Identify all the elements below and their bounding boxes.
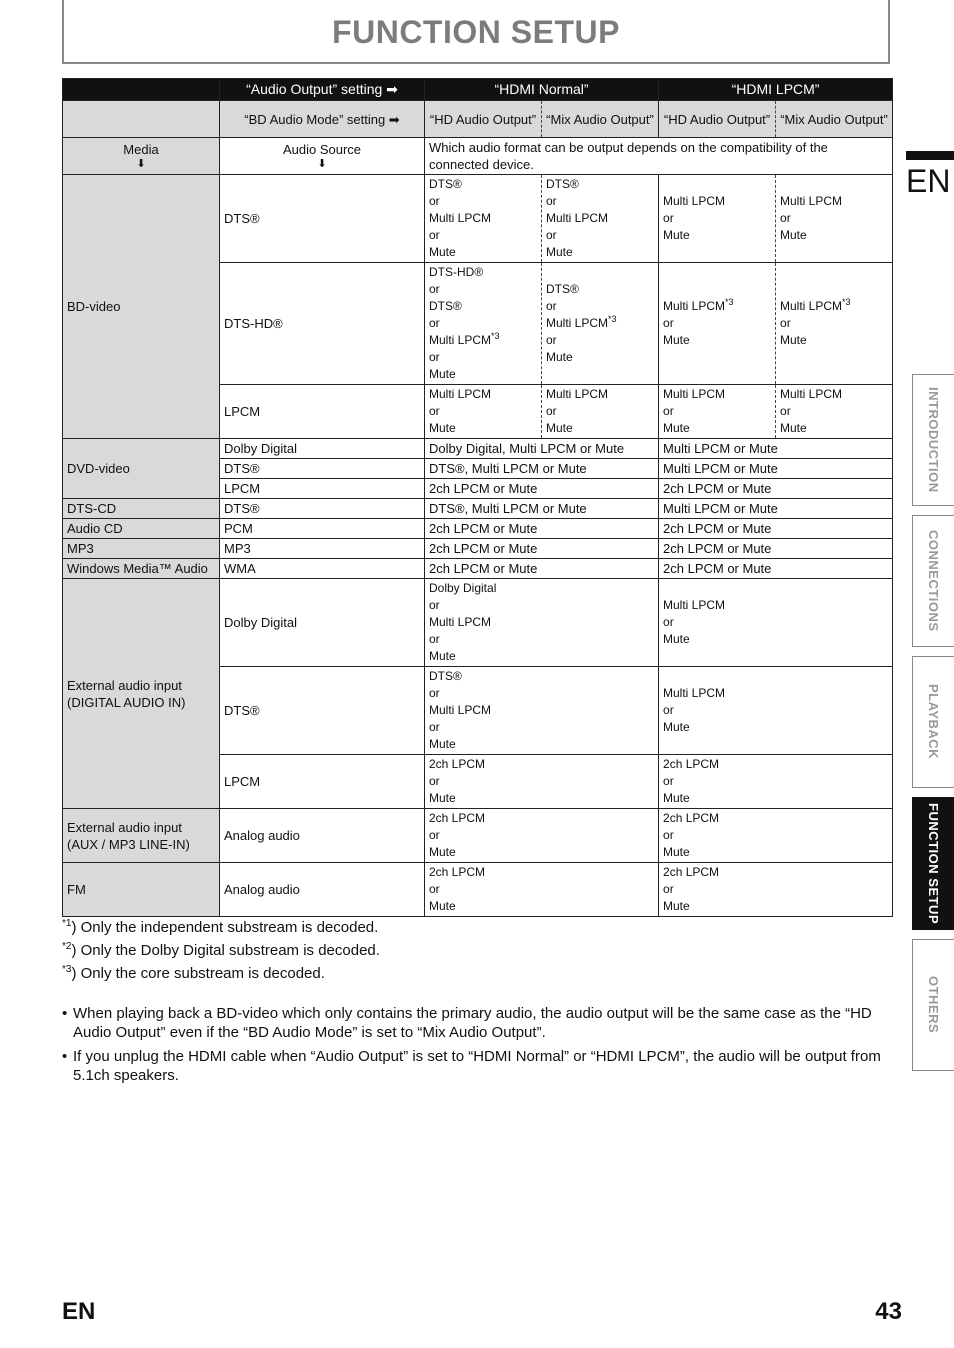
media-cell: DTS-CD [63, 499, 220, 519]
output-line: or [780, 316, 791, 330]
down-arrow-icon: ⬇ [317, 158, 327, 170]
hdmi-normal-header: “HDMI Normal” [425, 79, 659, 101]
table-row [63, 439, 893, 459]
output-line: Mute [429, 845, 456, 859]
output-line: or [429, 828, 440, 842]
mix-audio-output-header: “Mix Audio Output” [542, 101, 659, 138]
source-cell: MP3 [220, 539, 425, 559]
media-cell: Windows Media™ Audio [63, 559, 220, 579]
output-line: or [546, 299, 557, 313]
output-line: 2ch LPCM [429, 811, 486, 825]
output-line: or [663, 316, 674, 330]
output-line: DTS® [546, 177, 579, 191]
output-cell: Multi LPCM$^{*3}$ or Mute [659, 263, 776, 385]
output-line: Multi LPCM [429, 387, 492, 401]
output-cell: DTS®, Multi LPCM or Mute [425, 459, 659, 479]
footnote: $^{*3}$) Only the core substream is decoded. [62, 964, 325, 982]
output-line: Multi LPCM [663, 387, 726, 401]
output-line: or [429, 282, 440, 296]
output-cell [659, 385, 776, 439]
output-line: Mute [663, 845, 690, 859]
output-cell [425, 667, 659, 755]
output-line: DTS® [429, 177, 462, 191]
output-line: DTS-HD® [429, 265, 484, 279]
output-line: Multi LPCM [546, 387, 609, 401]
language-tab: EN [906, 151, 954, 207]
notes-list [62, 1004, 892, 1090]
table-row [63, 863, 893, 917]
output-cell: Dolby Digital, Multi LPCM or Mute [425, 439, 659, 459]
header-row-bd-audio-mode [63, 101, 893, 138]
audio-output-table [62, 78, 893, 917]
output-line: or [429, 632, 440, 646]
output-cell [425, 863, 659, 917]
output-cell: 2ch LPCM or Mute [425, 519, 659, 539]
output-line: Mute [429, 245, 456, 259]
output-line: Mute [780, 333, 807, 347]
header-row-media [63, 138, 893, 175]
output-cell: 2ch LPCM or Mute [425, 539, 659, 559]
side-tab-introduction[interactable]: INTRODUCTION [912, 374, 954, 506]
output-line: Mute [663, 421, 690, 435]
table-row [63, 559, 893, 579]
output-line: 2ch LPCM [663, 865, 720, 879]
output-line: Multi LPCM [780, 194, 843, 208]
mix-audio-output-header: “Mix Audio Output” [776, 101, 893, 138]
output-cell [425, 385, 542, 439]
footer-language: EN [62, 1298, 96, 1325]
table-row [63, 175, 893, 263]
output-line: or [546, 194, 557, 208]
table-row [63, 579, 893, 667]
output-line: Mute [546, 245, 573, 259]
table-row [63, 809, 893, 863]
table-row [63, 499, 893, 519]
output-line: DTS® [429, 669, 462, 683]
output-cell [776, 385, 893, 439]
source-cell: LPCM [220, 479, 425, 499]
output-line: Mute [546, 350, 573, 364]
list-item: • When playing back a BD-video which only contains the primary audio, the audio output will be the same case as the “HD Audio Output” even if the “BD Audio Mode” is set to “Mix Audio Output”. [62, 1005, 872, 1041]
output-cell: 2ch LPCM or Mute [659, 559, 893, 579]
source-cell: Dolby Digital [220, 439, 425, 459]
output-line: Mute [429, 899, 456, 913]
output-line: Mute [429, 737, 456, 751]
source-cell: DTS® [220, 667, 425, 755]
output-cell [776, 175, 893, 263]
media-cell: BD-video [63, 175, 220, 439]
output-cell: 2ch LPCM or Mute [659, 539, 893, 559]
header-row-audio-output [63, 79, 893, 101]
output-line: Mute [663, 791, 690, 805]
output-cell: 2ch LPCM or Mute [659, 479, 893, 499]
source-cell: WMA [220, 559, 425, 579]
footnote: $^{*1}$) Only the independent substream is decoded. [62, 918, 379, 936]
footnotes [62, 916, 892, 985]
source-cell: LPCM [220, 755, 425, 809]
output-cell [425, 755, 659, 809]
output-cell: 2ch LPCM or Mute [425, 479, 659, 499]
output-cell: 2ch LPCM or Mute [425, 559, 659, 579]
hdmi-lpcm-header: “HDMI LPCM” [659, 79, 893, 101]
hd-audio-output-header: “HD Audio Output” [659, 101, 776, 138]
output-line: or [546, 333, 557, 347]
bullet-icon: • [62, 1005, 68, 1022]
output-cell [659, 809, 893, 863]
output-line: or [663, 828, 674, 842]
output-cell [425, 809, 659, 863]
output-line: 2ch LPCM [429, 865, 486, 879]
output-line: Mute [663, 899, 690, 913]
output-cell: Multi LPCM$^{*3}$ or Mute [776, 263, 893, 385]
output-line: or [780, 211, 791, 225]
output-line: DTS® [546, 282, 579, 296]
source-cell: PCM [220, 519, 425, 539]
output-line: or [546, 228, 557, 242]
output-line: or [663, 404, 674, 418]
output-cell [659, 579, 893, 667]
output-line: 2ch LPCM [663, 757, 720, 771]
page-title: FUNCTION SETUP [332, 14, 620, 50]
down-arrow-icon: ⬇ [136, 158, 146, 170]
output-cell [659, 667, 893, 755]
output-line: Mute [780, 228, 807, 242]
output-line: Multi LPCM [429, 615, 492, 629]
output-line: Multi LPCM [663, 686, 726, 700]
output-line: Mute [663, 632, 690, 646]
source-cell: DTS® [220, 499, 425, 519]
footnote: $^{*2}$) Only the Dolby Digital substream is decoded. [62, 941, 380, 959]
output-line: or [429, 686, 440, 700]
media-cell: External audio input (AUX / MP3 LINE-IN) [63, 809, 220, 863]
output-line: Mute [546, 421, 573, 435]
source-cell: Analog audio [220, 863, 425, 917]
media-cell: MP3 [63, 539, 220, 559]
output-line: or [663, 703, 674, 717]
output-cell [659, 755, 893, 809]
bd-audio-mode-setting-label: “BD Audio Mode” setting ➡ [220, 101, 425, 138]
source-cell: DTS® [220, 175, 425, 263]
output-line: or [429, 598, 440, 612]
output-line: or [780, 404, 791, 418]
output-line: Mute [429, 791, 456, 805]
output-line: or [663, 774, 674, 788]
output-line: Mute [663, 333, 690, 347]
side-tab-connections[interactable]: CONNECTIONS [912, 515, 954, 647]
media-cell: DVD-video [63, 439, 220, 499]
output-cell: Multi LPCM or Mute [659, 459, 893, 479]
side-tab-function-setup[interactable]: FUNCTION SETUP [912, 797, 954, 930]
output-line: Mute [429, 421, 456, 435]
output-cell [542, 385, 659, 439]
output-line: Multi LPCM [663, 598, 726, 612]
output-line: or [429, 228, 440, 242]
output-line: or [429, 720, 440, 734]
output-cell: Multi LPCM or Mute [659, 439, 893, 459]
output-line: Multi LPCM [780, 387, 843, 401]
output-cell: DTS® or Multi LPCM$^{*3}$ or Mute [542, 263, 659, 385]
output-line: or [429, 350, 440, 364]
output-line: or [429, 404, 440, 418]
output-line: or [663, 211, 674, 225]
output-line: or [429, 316, 440, 330]
output-line: Mute [780, 421, 807, 435]
table-row [63, 539, 893, 559]
table-row [63, 519, 893, 539]
list-item: • If you unplug the HDMI cable when “Audio Output” is set to “HDMI Normal” or “HDMI LPCM”, the audio will be output from 5.1ch speakers. [62, 1048, 881, 1084]
output-cell [659, 863, 893, 917]
output-line: 2ch LPCM [429, 757, 486, 771]
source-cell: LPCM [220, 385, 425, 439]
output-line: Multi LPCM [429, 211, 492, 225]
title-box [62, 0, 890, 64]
media-cell: FM [63, 863, 220, 917]
hd-audio-output-header: “HD Audio Output” [425, 101, 542, 138]
output-line: Multi LPCM [546, 211, 609, 225]
output-line: or [663, 882, 674, 896]
output-cell [542, 175, 659, 263]
output-cell: DTS-HD® or DTS® or Multi LPCM$^{*3}$ or Mute [425, 263, 542, 385]
audio-source-header: Audio Source ⬇ [220, 138, 425, 175]
compatibility-note: Which audio format can be output depends on the compatibility of the connected device. [425, 138, 893, 175]
source-cell: Dolby Digital [220, 579, 425, 667]
output-line: or [429, 774, 440, 788]
media-cell: Audio CD [63, 519, 220, 539]
output-line: Dolby Digital [429, 581, 497, 595]
output-cell: DTS®, Multi LPCM or Mute [425, 499, 659, 519]
audio-output-setting-label: “Audio Output” setting ➡ [220, 79, 425, 101]
output-line: Multi LPCM [429, 703, 492, 717]
source-cell: DTS-HD® [220, 263, 425, 385]
media-header: Media ⬇ [63, 138, 220, 175]
output-line: DTS® [429, 299, 462, 313]
output-line: Mute [429, 367, 456, 381]
output-line: Mute [663, 720, 690, 734]
output-cell: Multi LPCM or Mute [659, 499, 893, 519]
output-line: Multi LPCM [663, 194, 726, 208]
output-line: 2ch LPCM [663, 811, 720, 825]
source-cell: DTS® [220, 459, 425, 479]
output-line: or [429, 882, 440, 896]
output-cell: 2ch LPCM or Mute [659, 519, 893, 539]
output-line: Mute [429, 649, 456, 663]
media-cell: External audio input (DIGITAL AUDIO IN) [63, 579, 220, 809]
output-cell [659, 175, 776, 263]
output-cell [425, 579, 659, 667]
output-line: or [546, 404, 557, 418]
output-line: or [429, 194, 440, 208]
page-number: 43 [875, 1298, 902, 1325]
output-cell [425, 175, 542, 263]
source-cell: Analog audio [220, 809, 425, 863]
output-line: or [663, 615, 674, 629]
side-tab-others[interactable]: OTHERS [912, 939, 954, 1071]
output-line: Mute [663, 228, 690, 242]
side-tab-playback[interactable]: PLAYBACK [912, 656, 954, 788]
bullet-icon: • [62, 1048, 68, 1065]
